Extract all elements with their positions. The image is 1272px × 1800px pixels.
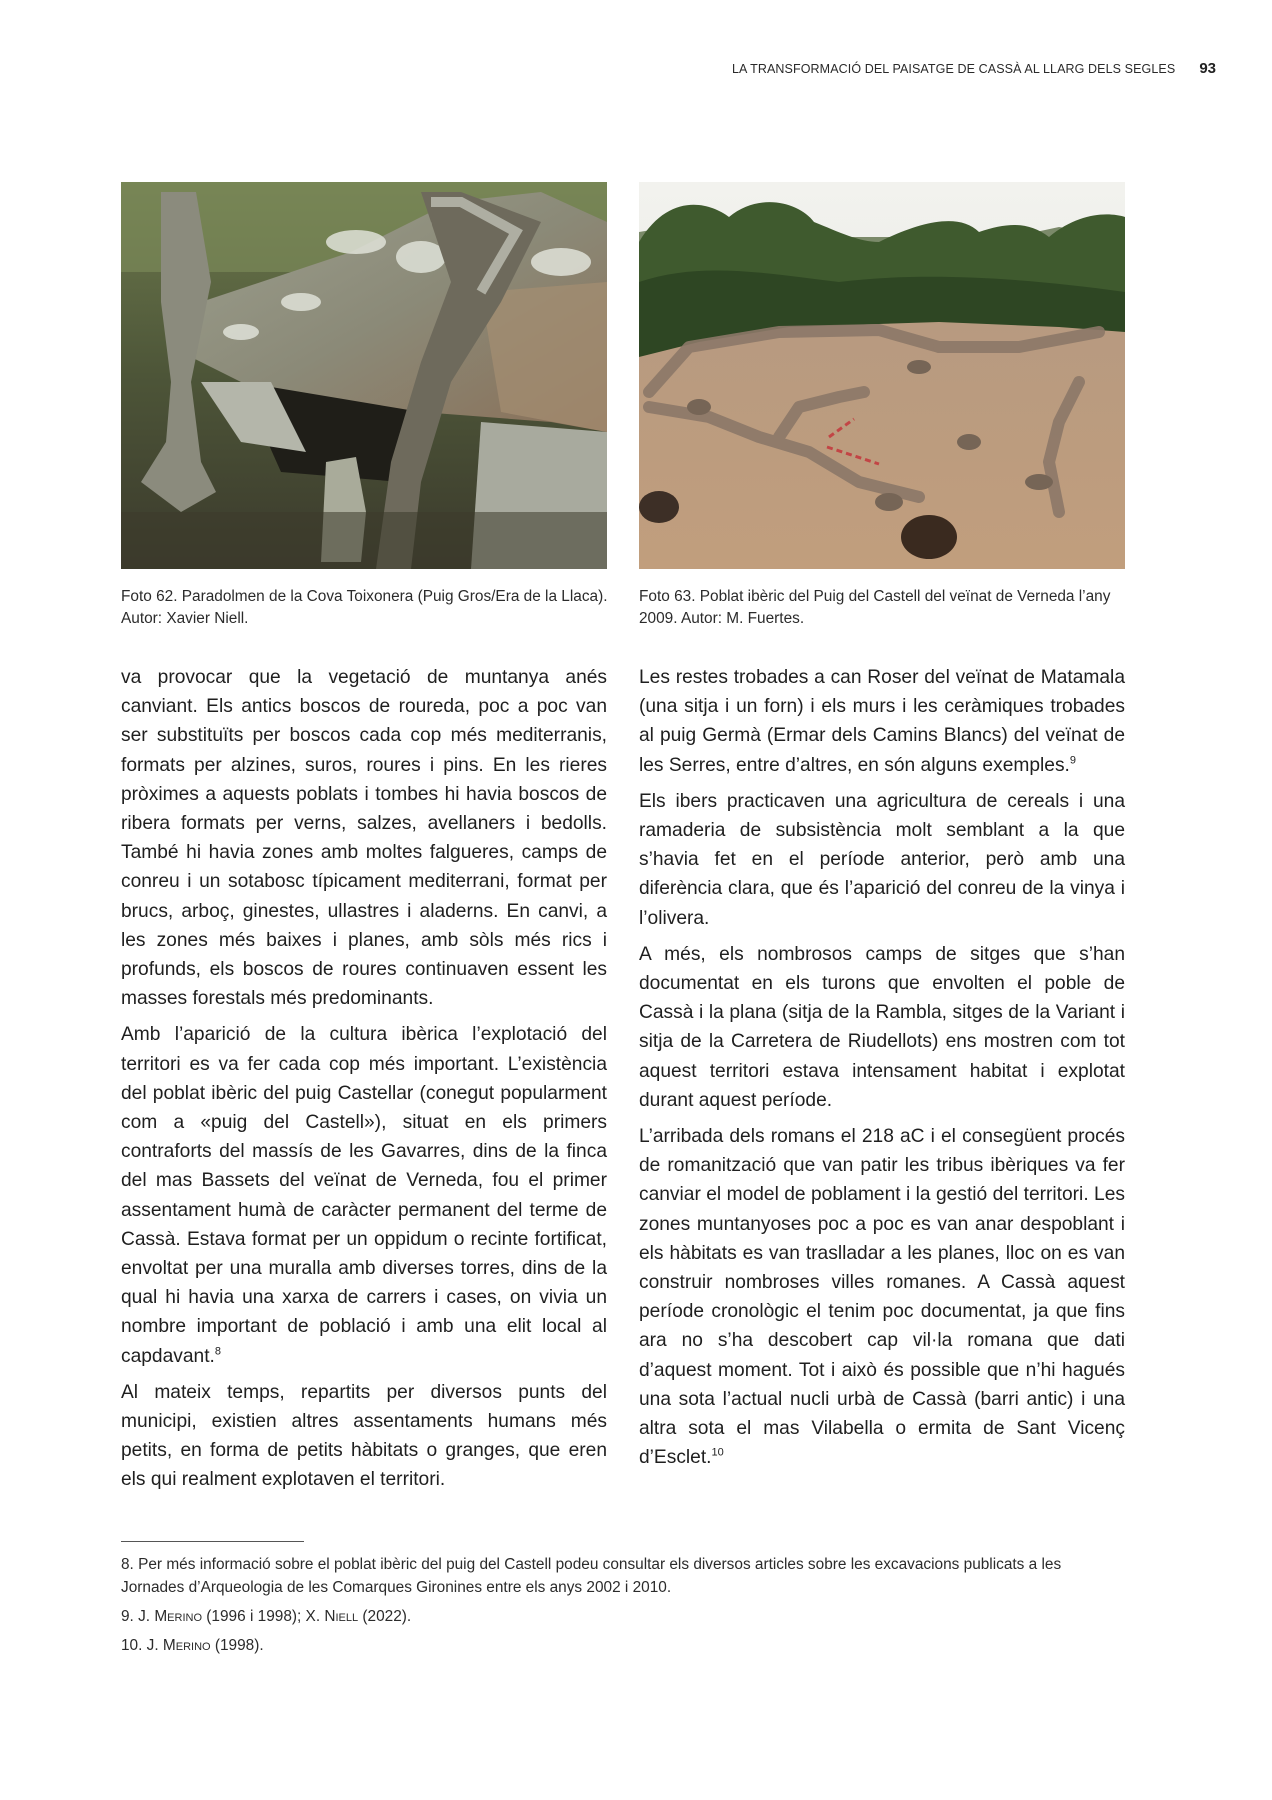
photo-62-caption: Foto 62. Paradolmen de la Cova Toixonera (Puig Gros/Era de la Llaca). Autor: Xavier Niell.: [121, 588, 608, 627]
footnote-ref-8[interactable]: 8: [214, 1345, 222, 1358]
paragraph: Els ibers practicaven una agricultura de cereals i una ramaderia de subsistència molt semblant a la que s’havia fet en el període anterior, però amb una diferència clara, que és l’aparició del conreu de la vinya i l’olivera.: [639, 790, 1125, 929]
footnote-ref-10[interactable]: 10: [711, 1446, 724, 1459]
author-name: Niell: [324, 1608, 359, 1625]
running-title: LA TRANSFORMACIÓ DEL PAISATGE DE CASSÀ AL LLARG DELS SEGLES: [731, 61, 1176, 76]
footnotes: [121, 1553, 1124, 1663]
paragraph-text: Les restes trobades a can Roser del veïnat de Matamala (una sitja i un forn) i els murs i les ceràmiques trobades al puig Germà (Ermar dels Camins Blancs) del veïnat de les Serres, entre d’altres, en són alguns exemples.: [639, 667, 1125, 776]
paragraph: va provocar que la vegetació de muntanya anés canviant. Els antics boscos de roureda, poc a poc van ser substituïts per boscos cada cop més mediterranis, formats per alzines, suros, roures i pins. En les rieres pròximes a aquests poblats i tombes hi havia boscos de ribera formats per verns, salzes, avellaners i bedolls. També hi havia zones amb moltes falgueres, camps de conreu i un sotabosc típicament mediterrani, format per brucs, arboç, ginestes, ullastres i aladerns. En canvi, a les zones més baixes i planes, amb sòls més rics i profunds, els boscos de roures continuaven essent les masses forestals més predominants.: [121, 667, 607, 1010]
footnote-text: 9. J.: [121, 1608, 155, 1625]
paragraph: [639, 1122, 1125, 1472]
footnote-text: (2022).: [358, 1608, 412, 1625]
right-text-column: [639, 663, 1125, 1479]
photo-63-caption: Foto 63. Poblat ibèric del Puig del Castell del veïnat de Verneda l’any 2009. Autor: M. Fuertes.: [639, 588, 1111, 627]
author-name: Merino: [154, 1608, 203, 1625]
footnote-9: [121, 1605, 1124, 1628]
paragraph: A més, els nombrosos camps de sitges que s’han documentat en els turons que envolten el poble de Cassà i la plana (sitja de la Rambla, sitges de la Variant i sitja de la Carretera de Riudellots) ens mostren com tot aquest territori estava intensament habitat i explotat durant aquest període.: [639, 943, 1125, 1111]
page-number: 93: [1199, 60, 1216, 77]
poblat-iberic-puig-castell-photo: [639, 182, 1125, 569]
left-text-column: [121, 663, 607, 1502]
paradolmen-cova-toixonera-photo: [121, 182, 607, 569]
author-name: Merino: [162, 1637, 211, 1654]
poblat-iberic-photo-image: [639, 182, 1125, 569]
paradolmen-photo-image: [121, 182, 607, 569]
paragraph: [121, 1020, 607, 1370]
footnote-divider: [121, 1541, 304, 1542]
footnote-text: (1998).: [210, 1637, 264, 1654]
footnote-ref-9[interactable]: 9: [1069, 754, 1077, 767]
paragraph: [639, 663, 1125, 780]
running-header: [732, 60, 1216, 77]
paragraph-text: Amb l’aparició de la cultura ibèrica l’explotació del territori es va fer cada cop més important. L’existència del poblat ibèric del puig Castellar (conegut popularment com a «puig del Castell»), situat en els primers contraforts del massís de les Gavarres, dins de la finca del mas Bassets del veïnat de Verneda, fou el primer assentament humà de caràcter permanent del terme de Cassà. Estava format per un oppidum o recinte fortificat, envoltat per una muralla amb diverses torres, dins de la qual hi havia una xarxa de carrers i cases, on vivia un nombre important de població i amb una elit local al capdavant.: [121, 1024, 607, 1367]
footnote-text: 10. J.: [121, 1637, 163, 1654]
paragraph: Al mateix temps, repartits per diversos punts del municipi, existien altres assentaments humans més petits, en forma de petits hàbitats o granges, que eren els qui realment explotaven el territori.: [121, 1381, 607, 1491]
footnote-8: 8. Per més informació sobre el poblat ibèric del puig del Castell podeu consultar els diversos articles sobre les excavacions publicats a les Jornades d’Arqueologia de les Comarques Gironines entre els anys 2002 i 2010.: [121, 1556, 1062, 1596]
paragraph-text: L’arribada dels romans el 218 aC i el consegüent procés de romanització que van patir les tribus ibèriques va fer canviar el model de poblament i la gestió del territori. Les zones muntanyoses poc a poc es van anar despoblant i els hàbitats es van traslladar a les planes, lloc on es van construir nombroses villes romanes. A Cassà aquest període cronològic el tenim poc documentat, ja que fins ara no s’ha descobert cap vil·la romana que dati d’aquest moment. Tot i això és possible que n’hi hagués una sota l’actual nucli urbà de Cassà (barri antic) i una altra sota el mas Vilabella o ermita de Sant Vicenç d’Esclet.: [639, 1126, 1125, 1469]
footnote-text: (1996 i 1998); X.: [202, 1608, 325, 1625]
footnote-10: [121, 1634, 1124, 1657]
